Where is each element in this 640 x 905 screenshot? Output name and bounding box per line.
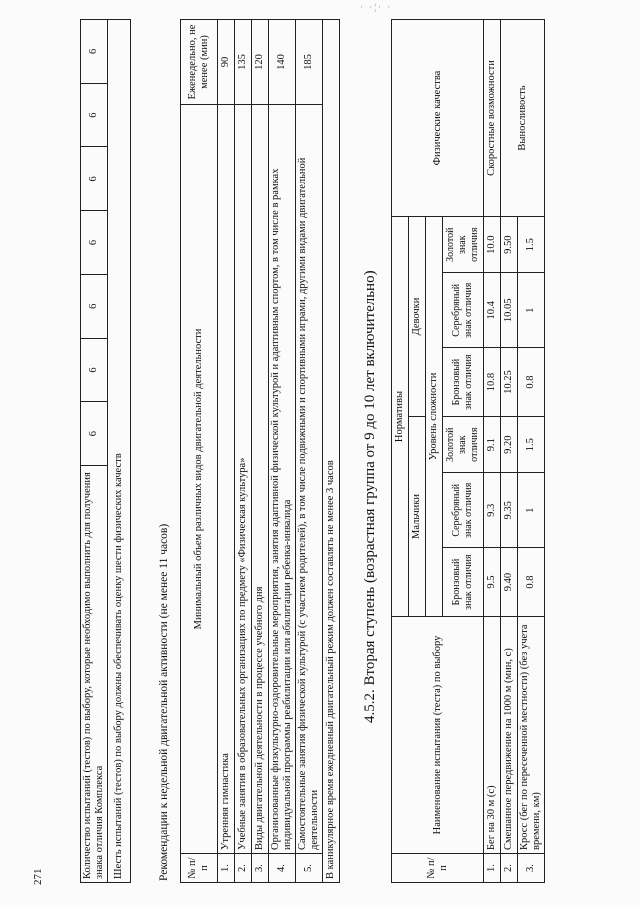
- test-name: Кросс (бег по пересеченной местности) (без учета времени, км): [518, 617, 545, 854]
- norm-value: 1.5: [518, 217, 545, 273]
- row-num: 1.: [484, 854, 501, 883]
- table-header-row: [181, 20, 218, 883]
- table-row: [296, 20, 323, 883]
- col-header-boys: Мальчики: [409, 417, 426, 617]
- table-row: [269, 20, 296, 883]
- page-number: 271: [32, 868, 44, 885]
- row-num: 3.: [518, 854, 545, 883]
- row-num: 5.: [296, 854, 323, 883]
- section-title: 4.5.2. Вторая ступень (возрастная группа от 9 до 10 лет включительно): [362, 270, 378, 723]
- weekly-minutes: 140: [269, 20, 296, 105]
- norm-value: 1: [518, 473, 545, 548]
- col-header-silver: Серебряный знак отличия: [443, 473, 484, 548]
- tests-count-table: [80, 19, 131, 883]
- activity-name: Учебные занятия в образовательных организациях по предмету «Физическая культура»: [235, 105, 252, 854]
- physical-quality: Скоростные возможности: [484, 20, 501, 217]
- test-name: Бег на 30 м (с): [484, 617, 501, 854]
- norm-value: 9.5: [484, 548, 501, 617]
- recommendations-title: Рекомендации к недельной двигательной активности (не менее 11 часов): [158, 523, 170, 881]
- col-header-num: № п/п: [181, 854, 218, 883]
- scan-marks: · ·¦· ·: [360, 2, 393, 12]
- weekly-minutes: 135: [235, 20, 252, 105]
- norm-value: 10.05: [501, 273, 518, 348]
- norm-value: 9.1: [484, 417, 501, 473]
- weekly-minutes: 90: [218, 20, 235, 105]
- weekly-activity-table: [180, 19, 340, 883]
- test-name: Смешанное передвижение на 1000 м (мин, с): [501, 617, 518, 854]
- norm-value: 10.8: [484, 348, 501, 417]
- weekly-minutes: 120: [252, 20, 269, 105]
- col-header-norms: Нормативы: [392, 217, 409, 617]
- row-num: 4.: [269, 854, 296, 883]
- table-row: [81, 20, 108, 883]
- count-cell: 6: [81, 274, 108, 338]
- col-header-weekly: Еженедельно, не менее (мин): [181, 20, 218, 105]
- norm-value: 10.4: [484, 273, 501, 348]
- norm-value: 0.8: [518, 348, 545, 417]
- table-row: [252, 20, 269, 883]
- col-header-gold: Золотой знак отличия: [443, 217, 484, 273]
- col-header-level: Уровень сложности: [426, 217, 443, 617]
- row-num: 2.: [501, 854, 518, 883]
- physical-quality: Выносливость: [501, 20, 545, 217]
- count-cell: 6: [81, 402, 108, 466]
- col-header-gold: Золотой знак отличия: [443, 417, 484, 473]
- table-row: [323, 20, 340, 883]
- norm-value: 9.3: [484, 473, 501, 548]
- col-header-activity: Минимальный объем различных видов двигательной деятельности: [181, 105, 218, 854]
- table-row: [235, 20, 252, 883]
- norm-value: 1.5: [518, 417, 545, 473]
- norm-value: 1: [518, 273, 545, 348]
- norm-value: 9.40: [501, 548, 518, 617]
- col-header-num: № п/п: [392, 854, 484, 883]
- row-num: 3.: [252, 854, 269, 883]
- col-header-girls: Девочки: [409, 217, 426, 417]
- norm-value: 10.25: [501, 348, 518, 417]
- count-cell: 6: [81, 83, 108, 147]
- col-header-bronze: Бронзовый знак отличия: [443, 548, 484, 617]
- table-row: [501, 20, 518, 883]
- activity-name: Виды двигательной деятельности в процессе учебного дня: [252, 105, 269, 854]
- activity-name: Самостоятельные занятия физической культурой (с участием родителей), в том числе подвижными и спортивными играми, другими видами двигательной деятельности: [296, 105, 323, 854]
- vacation-note: В каникулярное время ежедневный двигательный режим должен составлять не менее 3 часов: [323, 20, 340, 883]
- norm-value: 9.50: [501, 217, 518, 273]
- table-row: [484, 20, 501, 883]
- norms-table: [391, 19, 545, 883]
- norm-value: 10.0: [484, 217, 501, 273]
- activity-name: Утренняя гимнастика: [218, 105, 235, 854]
- weekly-minutes: 185: [296, 20, 323, 105]
- tests-count-note: Шесть испытаний (тестов) по выбору должны обеспечивать оценку шести физических качеств: [108, 20, 131, 883]
- count-cell: 6: [81, 20, 108, 84]
- count-cell: 6: [81, 147, 108, 211]
- row-num: 1.: [218, 854, 235, 883]
- table-row: [108, 20, 131, 883]
- norm-value: 0.8: [518, 548, 545, 617]
- table-header-row: [392, 20, 409, 883]
- row-num: 2.: [235, 854, 252, 883]
- col-header-quality: Физические качества: [392, 20, 484, 217]
- table-row: [218, 20, 235, 883]
- count-cell: 6: [81, 211, 108, 275]
- rotated-content: [22, 13, 622, 893]
- activity-name: Организованные физкультурно-оздоровительные мероприятия, занятия адаптивной физической культурой и адаптивным спортом, в том числе в рамках индивидуальной программы реабилитации или абилитации ребенка-инвалида: [269, 105, 296, 854]
- col-header-name: Наименование испытания (теста) по выбору: [392, 617, 484, 854]
- norm-value: 9.20: [501, 417, 518, 473]
- tests-count-label: Количество испытаний (тестов) по выбору, которые необходимо выполнить для получения знака отличия Комплекса: [81, 466, 108, 883]
- col-header-bronze: Бронзовый знак отличия: [443, 348, 484, 417]
- norm-value: 9.35: [501, 473, 518, 548]
- count-cell: 6: [81, 338, 108, 402]
- col-header-silver: Серебряный знак отличия: [443, 273, 484, 348]
